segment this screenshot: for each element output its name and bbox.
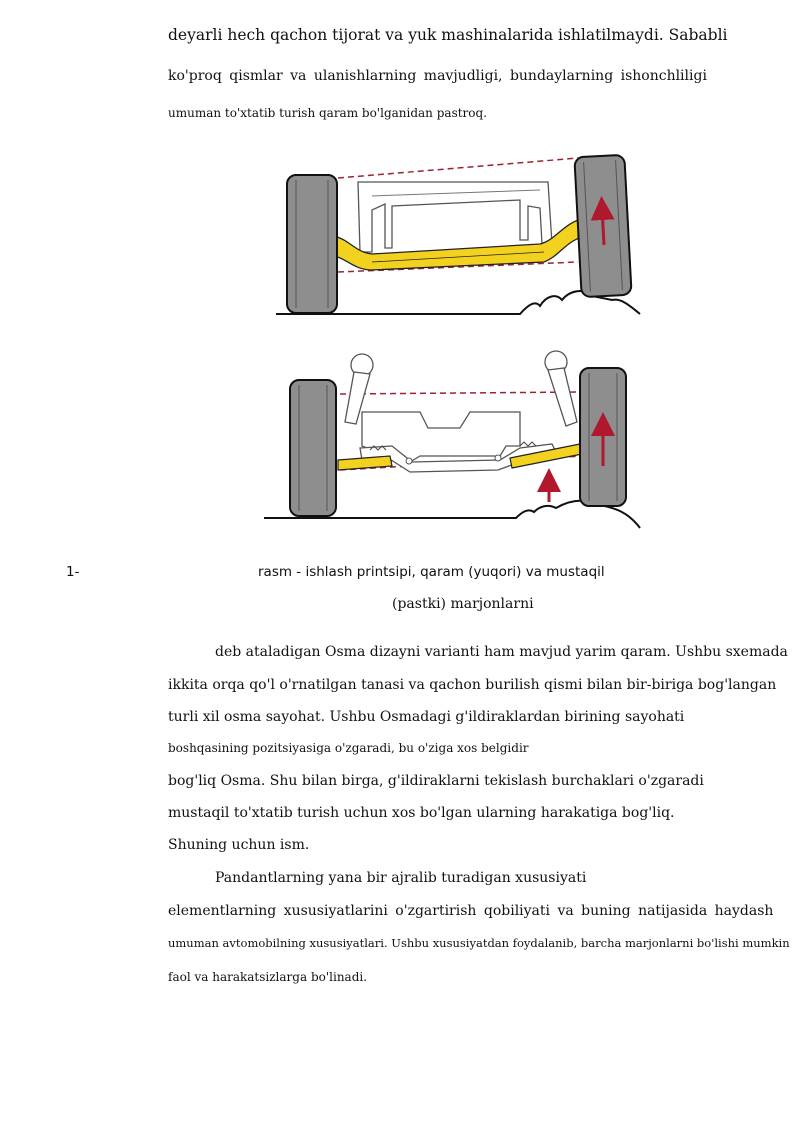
text-line: deyarli hech qachon tijorat va yuk mashinalarida ishlatilmaydi. Sababli bbox=[168, 26, 728, 44]
body-frame bbox=[358, 182, 552, 252]
up-arrow-icon bbox=[602, 208, 604, 245]
figure-caption-continued: (pastki) marjonlarni bbox=[392, 596, 534, 612]
text-line: faol va harakatsizlarga bo'linadi. bbox=[168, 970, 368, 984]
text-line: turli xil osma sayohat. Ushbu Osmadagi g'ildiraklardan birining sayohati bbox=[168, 709, 685, 725]
figure-caption: rasm - ishlash printsipi, qaram (yuqori) va mustaqil bbox=[258, 564, 605, 580]
body-dashed-line bbox=[340, 392, 582, 394]
body-dashed-line bbox=[338, 158, 578, 178]
text-line: boshqasining pozitsiyasiga o'zgaradi, bu o'ziga xos belgidir bbox=[168, 741, 529, 755]
dependent-suspension-diagram bbox=[276, 155, 640, 314]
text-line: Shuning uchun ism. bbox=[168, 837, 310, 853]
left-tire bbox=[290, 380, 336, 516]
text-line: ikkita orqa qo'l o'rnatilgan tanasi va qachon burilish qismi bilan bir-biriga bog'langan bbox=[168, 677, 777, 693]
text-line: umuman to'xtatib turish qaram bo'lganidan pastroq. bbox=[168, 106, 488, 120]
figure-number: 1- bbox=[66, 564, 80, 580]
independent-suspension-diagram bbox=[264, 351, 640, 528]
text-line: bog'liq Osma. Shu bilan birga, g'ildiraklarni tekislash burchaklari o'zgaradi bbox=[168, 773, 704, 789]
suspension-figure bbox=[0, 0, 800, 560]
text-line: umuman avtomobilning xususiyatlari. Ushbu xususiyatdan foydalanib, barcha marjonlarni bo'lishi mumkin bbox=[168, 936, 790, 950]
spring-icon bbox=[520, 442, 536, 446]
text-line: deb ataladigan Osma dizayni varianti ham mavjud yarim qaram. Ushbu sxemada bbox=[215, 644, 788, 660]
text-line-content: ko'proq qismlar va ulanishlarning mavjudligi, bundaylarning ishonchliligi bbox=[168, 68, 707, 84]
right-shock-absorber bbox=[548, 368, 577, 426]
text-line: mustaqil to'xtatib turish uchun xos bo'lgan ularning harakatiga bog'liq. bbox=[168, 805, 675, 821]
left-tire bbox=[287, 175, 337, 313]
text-line: Pandantlarning yana bir ajralib turadigan xususiyati bbox=[215, 870, 587, 886]
text-line: elementlarning xususiyatlarini o'zgartirish qobiliyati va buning natijasida haydash bbox=[168, 903, 774, 919]
